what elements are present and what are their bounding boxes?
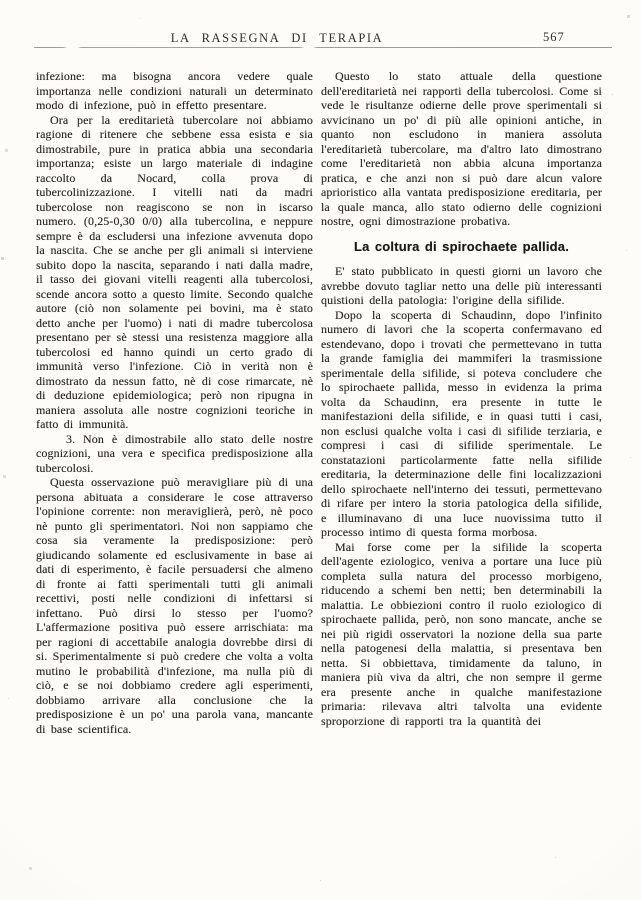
page-number: 567 — [543, 30, 565, 44]
section-heading: La coltura di spirochaete pallida. — [353, 238, 570, 254]
right-column — [321, 69, 602, 728]
paragraph: Questo lo stato attuale della questione dell'ereditarietà nei rapporti della tubercolosi. Come si vede le risultanze odierne delle prove sperimentali si avvicinano un po' di più alle opinioni antiche, in quanto non escludono in maniera assoluta l'ereditarietà tubercolare, ma d'altro lato dimostrano come l'ereditarietà non abbia alcuna importanza pratica, e che anzi non si può dare alcun valore aprioristico alla vantata predisposizione ereditaria, per la quale manca, allo stato odierno delle cognizioni nostre, ogni dimostrazione probativa. — [321, 69, 602, 228]
header-rule — [34, 47, 612, 48]
paragraph: Ora per la ereditarietà tubercolare noi abbiamo ragione di ritenere che sebbene essa esista e sia dimostrabile, pure in pratica abbia una secondaria importanza; esiste un largo materiale di indagine raccolto da Nocard, colla prova di tubercolinizzazione. I vitelli nati da madri tubercolose non reagiscono se non in iscarso numero. (0,25-0,30 0/0) alla tubercolina, e neppure sempre è da escludersi una infezione avvenuta dopo la nascita. Che se anche per gli animali si interviene subito dopo la nascita, separando i nati dalla madre, il tasso dei giovani vitelli reagenti alla tubercolosi, scende ancora sotto a questo limite. Secondo qualche autore (ciò non solamente pei bovini, ma è stato detto anche per l'uomo) i nati di madre tubercolosa presentano per sè stessi una resistenza maggiore alla tubercolosi ed hanno quindi un certo grado di immunità verso l'infezione. Ciò in verità non è dimostrato da nessun fatto, nè di cose rimarcate, nè di deduzione epidemiologica; però non ripugna in maniera assoluta alle nostre cognizioni teoriche in fatto di immunità. — [36, 112, 313, 431]
paragraph: Mai forse come per la sifilide la scoperta dell'agente eziologico, veniva a portare una luce più completa sulla natura del processo morbigeno, riducendo a schemi ben netti; ben determinabili la malattia. Le obbiezioni contro il ruolo eziologico di spirochaete pallida, però, non sono mancate, anche se nei più rigidi osservatori la nozione della sua parte nella patogenesi della malattia, si presentava ben netta. Si obbiettava, timidamente da taluno, in maniera più viva da altri, che non sempre il germe era presente anche in qualche manifestazione primaria: rilevava altri talvolta una evidente sproporzione di rapporti tra la quantità dei — [321, 539, 602, 728]
paragraph: 3. Non è dimostrabile allo stato delle nostre cognizioni, una vera e specifica predisposizione alla tubercolosi. — [36, 431, 313, 475]
scan-noise — [0, 0, 1, 1]
paragraph: Questa osservazione può meravigliare più di una persona abituata a considerare le cose attraverso l'opinione corrente: non meraviglierà, però, nè poco nè punto gli sperimentatori. Noi non sappiamo che cosa sia veramente la predisposizione: però giudicando solamente ed esclusivamente in base ai dati di esperimento, è facile persuadersi che almeno di fronte ai fatti sperimentali tutti gli animali recettivi, posti nelle condizioni di infettarsi si infettano. Può dirsi lo stesso per l'uomo? L'affermazione positiva può essere arrischiata: ma per ragioni di accettabile analogia dovrebbe dirsi di si. Sperimentalmente si può credere che volta a volta mutino le probabilità d'infezione, ma nulla più di ciò, e se noi dobbiamo credere agli esperimenti, dobbiamo arrivare alla conclusione che la predisposizione è un po' una parola vana, mancante di base scientifica. — [36, 475, 313, 736]
paragraph: E' stato pubblicato in questi giorni un lavoro che avrebbe dovuto tagliar netto una delle più interessanti quistioni della patologia: l'origine della sifilide. — [321, 264, 602, 307]
journal-title: LA RASSEGNA DI TERAPIA — [170, 31, 384, 45]
left-column — [36, 69, 313, 736]
paragraph: Dopo la scoperta di Schaudinn, dopo l'infinito numero di lavori che la scoperta confermavano ed estendevano, dopo i trovati che permettevano in tutta la grande famiglia dei mammiferi la trasmissione sperimentale della sifilide, si poteva concludere che lo spirochaete pallida, messo in evidenza la prima volta da Schaudinn, era presente in tutte le manifestazioni della sifilide, e in quasi tutti i casi, non esclusi qualche volta i casi di sifilide terziaria, e compresi i casi di sifilide sperimentale. Le constatazioni particolarmente fatte nella sifilide ereditaria, la determinazione delle fini localizzazioni dello spirochaete nell'interno dei tessuti, permettevano di rifare per intero la storia patologica della sifilide, e illuminavano di una luce nuovissima tutto il processo intimo di questa forma morbosa. — [321, 307, 602, 539]
paragraph: infezione: ma bisogna ancora vedere quale importanza nelle condizioni naturali un determinato modo di infezione, può in effetto presentare. — [36, 69, 313, 112]
